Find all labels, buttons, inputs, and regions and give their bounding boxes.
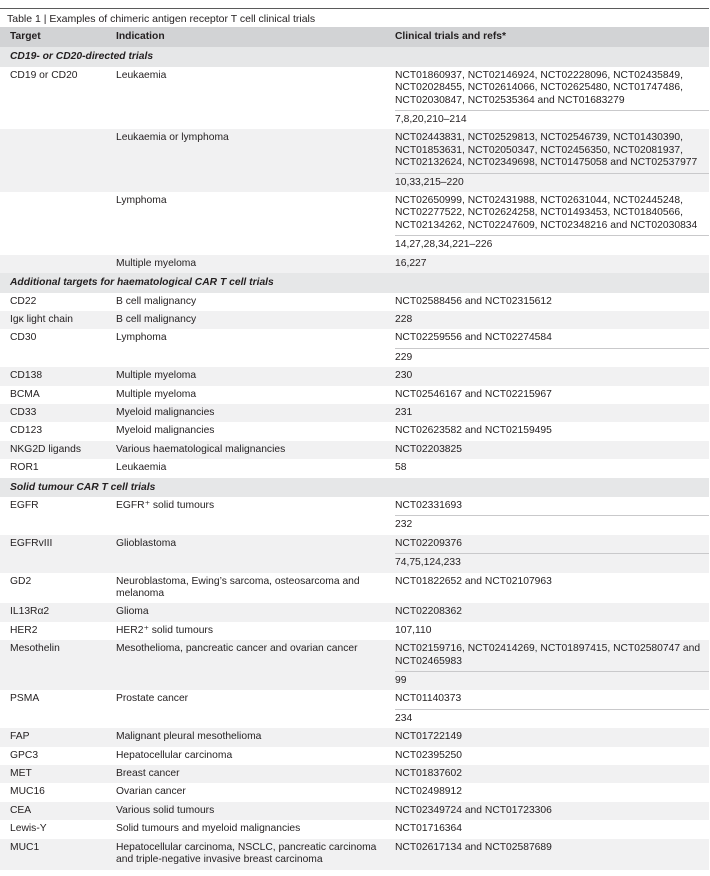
indication-cell: Prostate cancer	[116, 690, 395, 728]
target-cell: MUC16	[0, 783, 116, 801]
table-row	[0, 129, 709, 173]
target-cell: HER2	[0, 622, 116, 640]
target-cell: Mesothelin	[0, 640, 116, 690]
target-cell: BCMA	[0, 386, 116, 404]
refs-cell: 99	[395, 672, 709, 691]
indication-cell: Glioma	[116, 603, 395, 621]
section-row	[0, 47, 709, 66]
indication-cell: B cell malignancy	[116, 293, 395, 311]
trials-cell: NCT01860937, NCT02146924, NCT02228096, NCT02435849, NCT02028455, NCT02614066, NCT02625480, NCT01747486, NCT02030847, NCT02535364 and NCT01683279	[395, 67, 709, 111]
target-cell: GPC3	[0, 747, 116, 765]
target-cell	[0, 192, 116, 255]
indication-cell: Myeloid malignancies	[116, 404, 395, 422]
table-row	[0, 367, 709, 385]
indication-cell: Hepatocellular carcinoma, NSCLC, pancreatic carcinoma and triple-negative invasive breast carcinoma	[116, 839, 395, 870]
indication-cell: Multiple myeloma	[116, 386, 395, 404]
target-cell	[0, 129, 116, 192]
table-row	[0, 459, 709, 477]
trials-cell: 230	[395, 367, 709, 385]
table-row	[0, 192, 709, 236]
trials-cell: NCT02617134 and NCT02587689	[395, 839, 709, 870]
table-row	[0, 820, 709, 838]
target-cell: CEA	[0, 802, 116, 820]
table-row	[0, 386, 709, 404]
indication-cell: Mesothelioma, pancreatic cancer and ovarian cancer	[116, 640, 395, 690]
table-row	[0, 640, 709, 671]
section-title: Additional targets for haematological CAR T cell trials	[0, 273, 709, 292]
indication-cell: Hepatocellular carcinoma	[116, 747, 395, 765]
table-row	[0, 67, 709, 111]
refs-cell: 234	[395, 709, 709, 728]
section-row	[0, 478, 709, 497]
trials-cell: NCT01822652 and NCT02107963	[395, 573, 709, 604]
target-cell: CD123	[0, 422, 116, 440]
trials-cell: 58	[395, 459, 709, 477]
table-row	[0, 535, 709, 554]
clinical-trials-table	[0, 27, 709, 870]
indication-cell: Myeloid malignancies	[116, 422, 395, 440]
target-cell: Igκ light chain	[0, 311, 116, 329]
column-header: Clinical trials and refs*	[395, 27, 709, 47]
column-header: Target	[0, 27, 116, 47]
section-row	[0, 273, 709, 292]
target-cell: Lewis-Y	[0, 820, 116, 838]
trials-cell: NCT01140373	[395, 690, 709, 709]
target-cell: IL13Rα2	[0, 603, 116, 621]
table-row	[0, 603, 709, 621]
indication-cell: Various solid tumours	[116, 802, 395, 820]
indication-cell: HER2⁺ solid tumours	[116, 622, 395, 640]
target-cell: CD33	[0, 404, 116, 422]
table-caption	[0, 8, 709, 29]
target-cell: CD22	[0, 293, 116, 311]
trials-cell: NCT01837602	[395, 765, 709, 783]
refs-cell: 229	[395, 348, 709, 367]
trials-cell: NCT02203825	[395, 441, 709, 459]
trials-cell: NCT02623582 and NCT02159495	[395, 422, 709, 440]
trials-cell: NCT02588456 and NCT02315612	[395, 293, 709, 311]
indication-cell: Breast cancer	[116, 765, 395, 783]
table-row	[0, 422, 709, 440]
trials-cell: NCT02209376	[395, 535, 709, 554]
indication-cell: Glioblastoma	[116, 535, 395, 573]
trials-cell: NCT02331693	[395, 497, 709, 516]
target-cell: CD30	[0, 329, 116, 367]
target-cell: NKG2D ligands	[0, 441, 116, 459]
trials-cell: 228	[395, 311, 709, 329]
indication-cell: Malignant pleural mesothelioma	[116, 728, 395, 746]
refs-cell: 232	[395, 516, 709, 535]
table-body	[0, 27, 709, 870]
indication-cell: Neuroblastoma, Ewing’s sarcoma, osteosarcoma and melanoma	[116, 573, 395, 604]
target-cell: MET	[0, 765, 116, 783]
target-cell: GD2	[0, 573, 116, 604]
table-row	[0, 728, 709, 746]
target-cell: EGFR	[0, 497, 116, 535]
indication-cell: Lymphoma	[116, 329, 395, 367]
indication-cell: EGFR⁺ solid tumours	[116, 497, 395, 535]
indication-cell: Leukaemia	[116, 459, 395, 477]
trials-cell: NCT02208362	[395, 603, 709, 621]
trials-cell: NCT02650999, NCT02431988, NCT02631044, NCT02445248, NCT02277522, NCT02624258, NCT01493453, NCT01840566, NCT02134262, NCT02247609, NCT02348216 and NCT02030834	[395, 192, 709, 236]
section-title: Solid tumour CAR T cell trials	[0, 478, 709, 497]
table-row	[0, 690, 709, 709]
trials-cell: NCT01722149	[395, 728, 709, 746]
trials-cell: NCT02259556 and NCT02274584	[395, 329, 709, 348]
indication-cell: Multiple myeloma	[116, 255, 395, 273]
trials-cell: 231	[395, 404, 709, 422]
indication-cell: Multiple myeloma	[116, 367, 395, 385]
refs-cell: 74,75,124,233	[395, 554, 709, 573]
table-row	[0, 573, 709, 604]
table-row	[0, 441, 709, 459]
table-row	[0, 497, 709, 516]
trials-cell: 107,110	[395, 622, 709, 640]
trials-cell: NCT02546167 and NCT02215967	[395, 386, 709, 404]
trials-cell: NCT01716364	[395, 820, 709, 838]
table-row	[0, 329, 709, 348]
refs-cell: 7,8,20,210–214	[395, 111, 709, 130]
indication-cell: Various haematological malignancies	[116, 441, 395, 459]
target-cell: FAP	[0, 728, 116, 746]
table-row	[0, 622, 709, 640]
column-header: Indication	[116, 27, 395, 47]
target-cell: MUC1	[0, 839, 116, 870]
trials-cell: NCT02443831, NCT02529813, NCT02546739, NCT01430390, NCT01853631, NCT02050347, NCT02456350, NCT02081937, NCT02132624, NCT02349698, NCT01475058 and NCT02537977	[395, 129, 709, 173]
table-row	[0, 765, 709, 783]
table-row	[0, 747, 709, 765]
table-caption-text: Table 1 | Examples of chimeric antigen receptor T cell clinical trials	[7, 13, 316, 25]
indication-cell: Lymphoma	[116, 192, 395, 255]
section-title: CD19- or CD20-directed trials	[0, 47, 709, 66]
target-cell: CD19 or CD20	[0, 67, 116, 130]
indication-cell: Leukaemia or lymphoma	[116, 129, 395, 192]
indication-cell: Ovarian cancer	[116, 783, 395, 801]
table-row	[0, 802, 709, 820]
indication-cell: B cell malignancy	[116, 311, 395, 329]
trials-cell: NCT02159716, NCT02414269, NCT01897415, NCT02580747 and NCT02465983	[395, 640, 709, 671]
refs-cell: 10,33,215–220	[395, 173, 709, 192]
target-cell: PSMA	[0, 690, 116, 728]
table-row	[0, 839, 709, 870]
indication-cell: Leukaemia	[116, 67, 395, 130]
table-row	[0, 404, 709, 422]
table-row	[0, 293, 709, 311]
trials-cell: NCT02349724 and NCT01723306	[395, 802, 709, 820]
indication-cell: Solid tumours and myeloid malignancies	[116, 820, 395, 838]
target-cell	[0, 255, 116, 273]
trials-cell: NCT02498912	[395, 783, 709, 801]
target-cell: CD138	[0, 367, 116, 385]
target-cell: ROR1	[0, 459, 116, 477]
table-row	[0, 783, 709, 801]
trials-cell: NCT02395250	[395, 747, 709, 765]
target-cell: EGFRvIII	[0, 535, 116, 573]
refs-cell: 14,27,28,34,221–226	[395, 236, 709, 255]
table-row	[0, 255, 709, 273]
table-row	[0, 311, 709, 329]
header-row	[0, 27, 709, 47]
trials-cell: 16,227	[395, 255, 709, 273]
